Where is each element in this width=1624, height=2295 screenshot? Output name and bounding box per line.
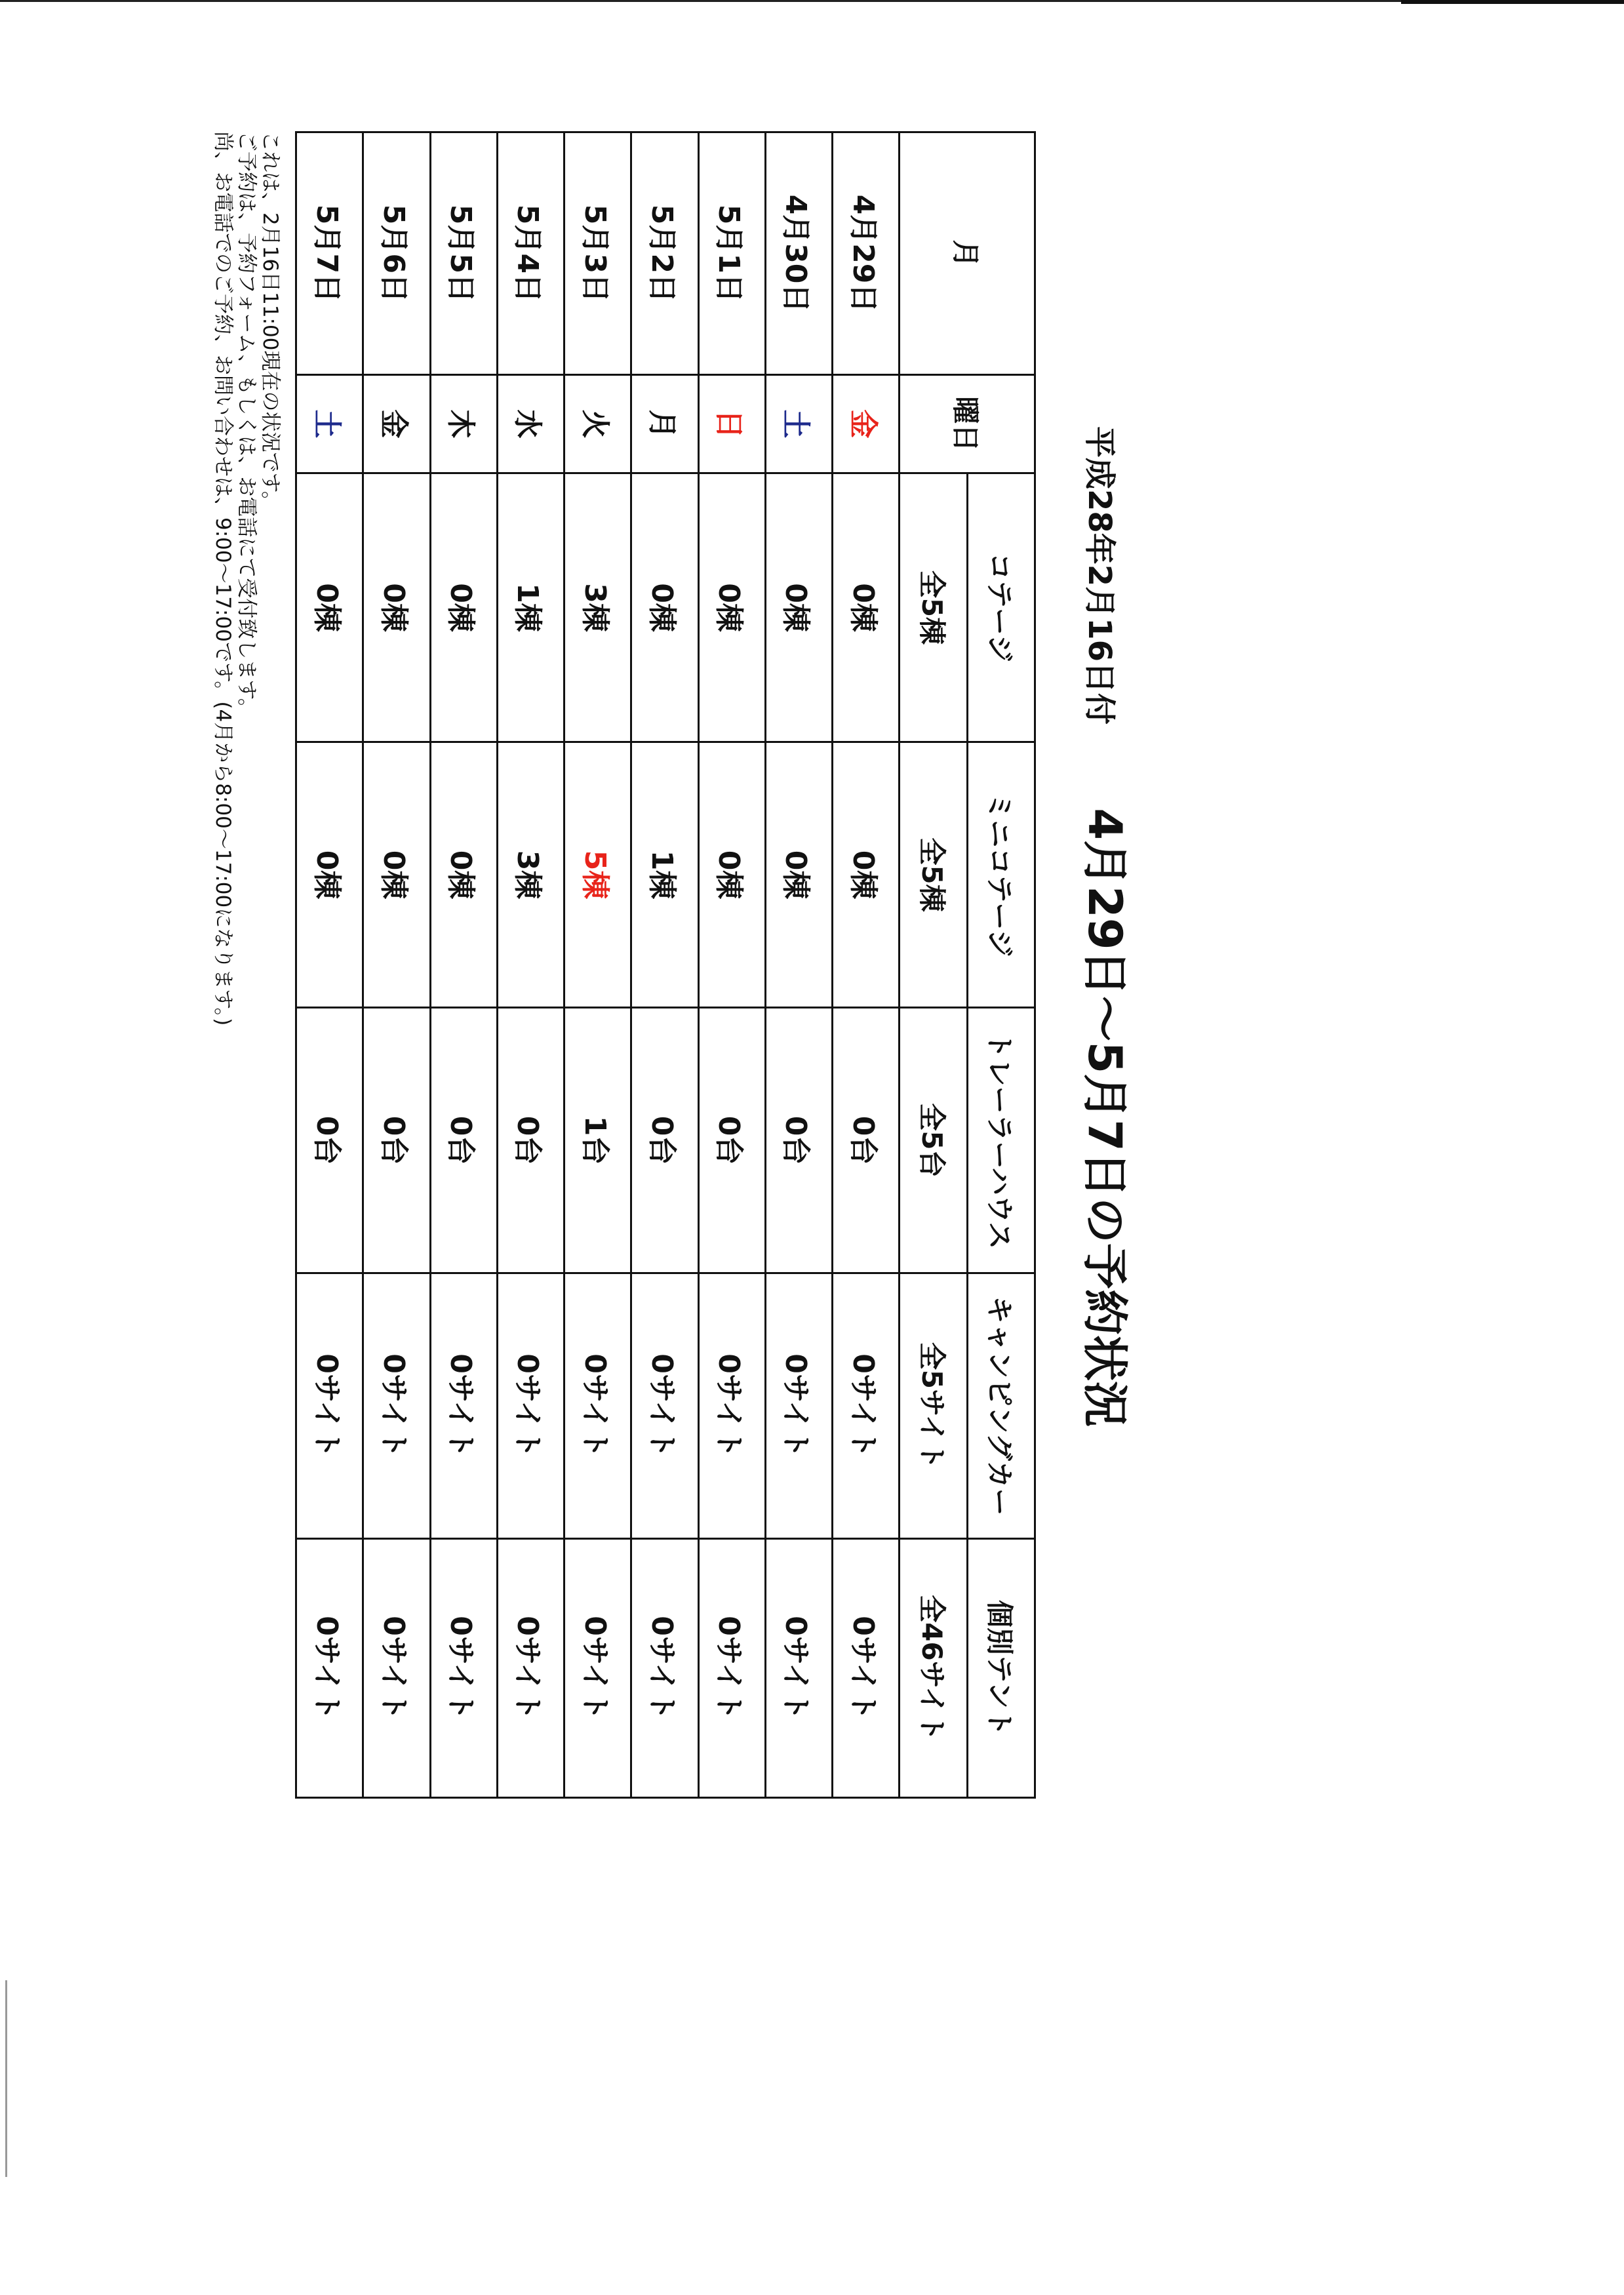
- cell-trailer-house: 1台: [564, 1008, 631, 1273]
- reservation-table: [295, 131, 1036, 1799]
- title-date: 平成28年2月16日付: [1081, 426, 1118, 725]
- cell-cottage: 0棟: [363, 473, 430, 742]
- row-weekday: 金: [833, 375, 900, 473]
- cell-tent: 0サイト: [430, 1539, 497, 1798]
- cell-cottage: 0棟: [698, 473, 765, 742]
- cell-tent: 0サイト: [363, 1539, 430, 1798]
- row-weekday: 日: [698, 375, 765, 473]
- cell-camping-car: 0サイト: [698, 1273, 765, 1539]
- cell-mini-cottage: 0棟: [296, 742, 363, 1008]
- cell-camping-car: 0サイト: [833, 1273, 900, 1539]
- cell-mini-cottage: 0棟: [430, 742, 497, 1008]
- row-date: 4月29日: [833, 132, 900, 375]
- row-date: 5月3日: [564, 132, 631, 375]
- page-title: [1069, 426, 1141, 1934]
- cell-mini-cottage: 3棟: [497, 742, 564, 1008]
- rotated-sheet: [26, 98, 1141, 2262]
- cell-camping-car: 0サイト: [363, 1273, 430, 1539]
- cell-trailer-house: 0台: [833, 1008, 900, 1273]
- cell-tent: 0サイト: [765, 1539, 832, 1798]
- cell-cottage: 0棟: [833, 473, 900, 742]
- total-cottage: 全5棟: [900, 473, 967, 742]
- header-trailer-house: トレーラーハウス: [967, 1008, 1035, 1273]
- table-row: [296, 132, 363, 1798]
- header-cottage: コテージ: [967, 473, 1035, 742]
- cell-trailer-house: 0台: [430, 1008, 497, 1273]
- row-weekday: 木: [430, 375, 497, 473]
- cell-cottage: 0棟: [430, 473, 497, 742]
- cell-trailer-house: 0台: [497, 1008, 564, 1273]
- table-row: [765, 132, 832, 1798]
- row-weekday: 月: [631, 375, 698, 473]
- cell-trailer-house: 0台: [765, 1008, 832, 1273]
- cell-tent: 0サイト: [564, 1539, 631, 1798]
- cell-tent: 0サイト: [296, 1539, 363, 1798]
- cell-cottage: 0棟: [631, 473, 698, 742]
- note-phone-hours: 尚、お電話でのご予約、お問い合わせは、9:00～17:00です。(4月から8:00～17:00になります。): [211, 131, 235, 1026]
- cell-mini-cottage: 1棟: [631, 742, 698, 1008]
- table-row: [363, 132, 430, 1798]
- cell-camping-car: 0サイト: [296, 1273, 363, 1539]
- cell-cottage: 1棟: [497, 473, 564, 742]
- header-weekday: 曜日: [900, 375, 1035, 473]
- row-weekday: 火: [564, 375, 631, 473]
- header-month: 月: [900, 132, 1035, 375]
- title-main: 4月29日～5月7日の予約状況: [1078, 808, 1132, 1427]
- total-trailer-house: 全5台: [900, 1008, 967, 1273]
- row-date: 4月30日: [765, 132, 832, 375]
- row-weekday: 水: [497, 375, 564, 473]
- total-tent: 全46サイト: [900, 1539, 967, 1798]
- table-row: [833, 132, 900, 1798]
- table-row: [631, 132, 698, 1798]
- note-status-time: これは、2月16日11:00現在の状況です。: [258, 131, 282, 512]
- header-mini-cottage: ミニコテージ: [967, 742, 1035, 1008]
- cell-mini-cottage: 0棟: [765, 742, 832, 1008]
- table-row: [564, 132, 631, 1798]
- cell-tent: 0サイト: [631, 1539, 698, 1798]
- cell-trailer-house: 0台: [296, 1008, 363, 1273]
- header-camping-car: キャンピングカー: [967, 1273, 1035, 1539]
- cell-camping-car: 0サイト: [631, 1273, 698, 1539]
- table-row: [430, 132, 497, 1798]
- cell-camping-car: 0サイト: [430, 1273, 497, 1539]
- row-weekday: 金: [363, 375, 430, 473]
- header-row-names: [967, 132, 1035, 1798]
- table-row: [698, 132, 765, 1798]
- total-mini-cottage: 全5棟: [900, 742, 967, 1008]
- footnotes: [211, 131, 282, 1836]
- cell-cottage: 3棟: [564, 473, 631, 742]
- row-date: 5月6日: [363, 132, 430, 375]
- cell-mini-cottage: 0棟: [833, 742, 900, 1008]
- scan-top-border: [0, 0, 1624, 2]
- cell-mini-cottage-full: 5棟: [564, 742, 631, 1008]
- cell-camping-car: 0サイト: [564, 1273, 631, 1539]
- cell-mini-cottage: 0棟: [363, 742, 430, 1008]
- cell-trailer-house: 0台: [631, 1008, 698, 1273]
- cell-trailer-house: 0台: [363, 1008, 430, 1273]
- cell-mini-cottage: 0棟: [698, 742, 765, 1008]
- table-row: [497, 132, 564, 1798]
- row-weekday: 土: [765, 375, 832, 473]
- cell-camping-car: 0サイト: [765, 1273, 832, 1539]
- cell-tent: 0サイト: [497, 1539, 564, 1798]
- cell-camping-car: 0サイト: [497, 1273, 564, 1539]
- row-date: 5月2日: [631, 132, 698, 375]
- scan-left-mark: [5, 1980, 7, 2177]
- header-tent: 個別テント: [967, 1539, 1035, 1798]
- total-camping-car: 全5サイト: [900, 1273, 967, 1539]
- cell-trailer-house: 0台: [698, 1008, 765, 1273]
- cell-tent: 0サイト: [698, 1539, 765, 1798]
- cell-cottage: 0棟: [296, 473, 363, 742]
- row-date: 5月4日: [497, 132, 564, 375]
- row-date: 5月5日: [430, 132, 497, 375]
- cell-cottage: 0棟: [765, 473, 832, 742]
- cell-tent: 0サイト: [833, 1539, 900, 1798]
- scan-edge-mark: [1401, 0, 1624, 4]
- row-date: 5月1日: [698, 132, 765, 375]
- row-weekday: 土: [296, 375, 363, 473]
- note-reservation-method: ご予約は、予約フォーム、もしくは、お電話にて受付致します。: [235, 131, 258, 719]
- row-date: 5月7日: [296, 132, 363, 375]
